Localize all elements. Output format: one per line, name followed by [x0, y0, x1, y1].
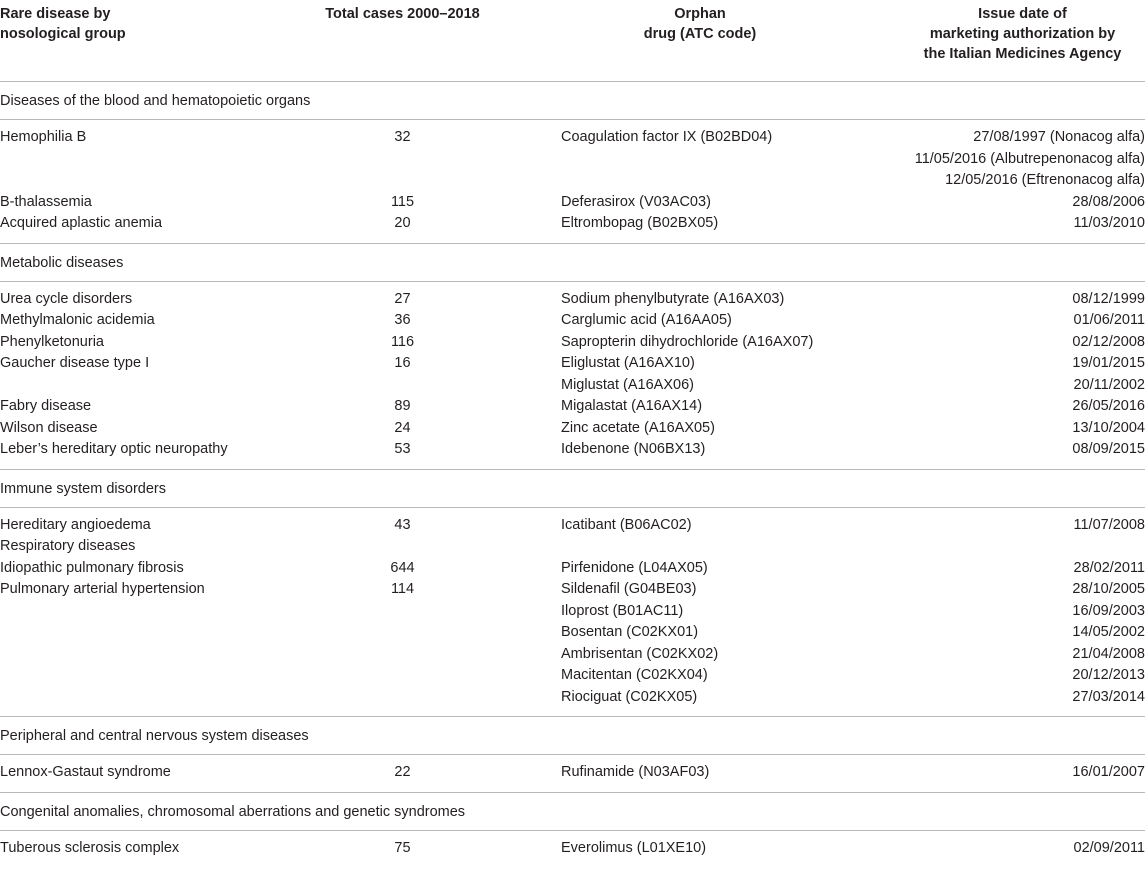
- cell-cases: 16: [394, 355, 411, 371]
- cell-disease: B-thalassemia: [0, 193, 92, 210]
- cell-date: [845, 332, 1145, 354]
- cell-disease: Pulmonary arterial hypertension: [0, 581, 205, 597]
- group-title: Immune system disorders: [0, 480, 166, 497]
- group-heading: [0, 243, 1145, 281]
- table-row: [0, 127, 1145, 192]
- date-line: 08/09/2015: [1072, 441, 1145, 457]
- header-rare-disease: Rare disease by nosological group: [0, 6, 126, 42]
- table-rule: [0, 754, 1145, 755]
- cell-disease: Gaucher disease type I: [0, 355, 150, 371]
- cell-drug: Riociguat (C02KX05): [561, 688, 698, 705]
- date-line: 28/08/2006: [1072, 193, 1145, 210]
- cell-cases: 32: [394, 129, 411, 145]
- cell-drug: Macitentan (C02KX04): [561, 667, 708, 683]
- header-issue-date: Issue date of marketing authorization by the Italian Medicines Agency: [923, 6, 1122, 62]
- cell-disease: Lennox-Gastaut syndrome: [0, 764, 171, 780]
- cell-disease: Hemophilia B: [0, 129, 87, 145]
- cell-drug: Zinc acetate (A16AX05): [561, 419, 715, 436]
- table-rule: [0, 281, 1145, 282]
- date-line: 19/01/2015: [1072, 355, 1145, 371]
- cell-disease: Fabry disease: [0, 398, 92, 414]
- cell-drug: Icatibant (B06AC02): [561, 516, 692, 533]
- cell-disease: Tuberous sclerosis complex: [0, 839, 180, 856]
- cell-disease: Phenylketonuria: [0, 333, 104, 350]
- table-row: [0, 289, 1145, 311]
- cell-disease: Methylmalonic acidemia: [0, 312, 155, 328]
- date-line: 21/04/2008: [1072, 645, 1145, 662]
- table-row: [0, 762, 1145, 784]
- cell-drug: Miglustat (A16AX06): [561, 376, 694, 393]
- table-row: [0, 192, 1145, 214]
- cell-cases: 27: [394, 290, 411, 307]
- date-line: 20/12/2013: [1072, 667, 1145, 683]
- cell-drug: Migalastat (A16AX14): [561, 398, 703, 414]
- cell-date: [845, 687, 1145, 709]
- cell-date: [845, 375, 1145, 397]
- cell-drug: Everolimus (L01XE10): [561, 839, 707, 856]
- date-line: 11/07/2008: [1073, 516, 1145, 533]
- cell-disease: Urea cycle disorders: [0, 290, 133, 307]
- cell-drug: Sodium phenylbutyrate (A16AX03): [561, 290, 785, 307]
- cell-disease: Idiopathic pulmonary fibrosis: [0, 559, 184, 576]
- date-line: 12/05/2016 (Eftrenonacog alfa): [945, 172, 1145, 188]
- cell-drug: Sildenafil (G04BE03): [561, 581, 697, 597]
- date-line: 08/12/1999: [1072, 290, 1145, 307]
- table-row: [0, 439, 1145, 461]
- cell-drug: Deferasirox (V03AC03): [561, 193, 711, 210]
- date-line: 26/05/2016: [1072, 398, 1145, 414]
- cell-date: [845, 418, 1145, 440]
- cell-drug: Sapropterin dihydrochloride (A16AX07): [561, 333, 814, 350]
- cell-cases: 115: [390, 193, 415, 210]
- table-rule: [0, 119, 1145, 120]
- date-line: 11/03/2010: [1073, 215, 1145, 231]
- table-rule: [0, 507, 1145, 508]
- table-row: [0, 213, 1145, 235]
- cell-date: [845, 515, 1145, 537]
- table-row: [0, 601, 1145, 623]
- table-row: [0, 515, 1145, 537]
- table-rule: [0, 830, 1145, 831]
- table-row: [0, 353, 1145, 375]
- date-line: 20/11/2002: [1073, 376, 1145, 393]
- cell-drug: Coagulation factor IX (B02BD04): [561, 129, 773, 145]
- cell-disease: Respiratory diseases: [0, 538, 136, 554]
- cell-cases: 75: [394, 839, 411, 856]
- date-line: 28/10/2005: [1072, 581, 1145, 597]
- table-row: [0, 579, 1145, 601]
- table-row: [0, 665, 1145, 687]
- cell-date: [845, 192, 1145, 214]
- date-line: 11/05/2016 (Albutrepenonacog alfa): [914, 150, 1145, 167]
- table-row: [0, 644, 1145, 666]
- cell-drug: Carglumic acid (A16AA05): [561, 312, 732, 328]
- cell-date: [845, 213, 1145, 235]
- cell-cases: 644: [390, 559, 415, 576]
- cell-date: [845, 622, 1145, 644]
- group-heading: [0, 716, 1145, 754]
- group-title: Peripheral and central nervous system diseases: [0, 728, 309, 744]
- cell-cases: 53: [394, 441, 411, 457]
- table-row: [0, 558, 1145, 580]
- cell-disease: Acquired aplastic anemia: [0, 215, 163, 231]
- group-title: Diseases of the blood and hematopoietic organs: [0, 93, 311, 109]
- cell-date: [845, 127, 1145, 192]
- table-row: [0, 838, 1145, 860]
- cell-date: [845, 396, 1145, 418]
- cell-cases: 24: [394, 419, 411, 436]
- cell-disease: Hereditary angioedema: [0, 516, 151, 533]
- cell-cases: 20: [394, 215, 411, 231]
- cell-date: [845, 579, 1145, 601]
- table-row: [0, 687, 1145, 709]
- cell-drug: Ambrisentan (C02KX02): [561, 645, 719, 662]
- table-row: [0, 332, 1145, 354]
- header-total-cases: Total cases 2000–2018: [325, 6, 480, 22]
- cell-date: [845, 289, 1145, 311]
- group-title: Metabolic diseases: [0, 254, 124, 271]
- group-heading: [0, 469, 1145, 507]
- date-line: 02/09/2011: [1073, 839, 1145, 856]
- table-row: [0, 310, 1145, 332]
- cell-date: [845, 644, 1145, 666]
- cell-disease: Leber’s hereditary optic neuropathy: [0, 441, 228, 457]
- group-heading: [0, 81, 1145, 119]
- cell-drug: Eliglustat (A16AX10): [561, 355, 695, 371]
- cell-cases: 22: [394, 764, 411, 780]
- date-line: 13/10/2004: [1072, 419, 1145, 436]
- cell-drug: Rufinamide (N03AF03): [561, 764, 710, 780]
- date-line: 01/06/2011: [1073, 312, 1145, 328]
- table-row: [0, 375, 1145, 397]
- cell-drug: Idebenone (N06BX13): [561, 441, 706, 457]
- cell-cases: 43: [394, 516, 411, 533]
- cell-cases: 89: [394, 398, 411, 414]
- cell-date: [845, 601, 1145, 623]
- cell-date: [845, 353, 1145, 375]
- cell-date: [845, 310, 1145, 332]
- cell-disease: Wilson disease: [0, 419, 98, 436]
- table-row: [0, 418, 1145, 440]
- cell-drug: Eltrombopag (B02BX05): [561, 215, 719, 231]
- table-row: [0, 396, 1145, 418]
- table-header: [0, 4, 1145, 80]
- cell-date: [845, 838, 1145, 860]
- cell-date: [845, 439, 1145, 461]
- date-line: 02/12/2008: [1072, 333, 1145, 350]
- header-orphan-drug: Orphan drug (ATC code): [643, 6, 757, 42]
- cell-drug: Pirfenidone (L04AX05): [561, 559, 708, 576]
- cell-cases: 36: [394, 312, 411, 328]
- cell-date: [845, 558, 1145, 580]
- table-row: [0, 536, 1145, 558]
- cell-drug: Bosentan (C02KX01): [561, 624, 699, 640]
- table-row: [0, 622, 1145, 644]
- date-line: 27/08/1997 (Nonacog alfa): [973, 129, 1145, 145]
- date-line: 16/09/2003: [1072, 602, 1145, 619]
- group-heading: [0, 792, 1145, 830]
- cell-date: [845, 665, 1145, 687]
- cell-drug: Iloprost (B01AC11): [561, 602, 684, 619]
- date-line: 16/01/2007: [1072, 764, 1145, 780]
- cell-date: [845, 762, 1145, 784]
- date-line: 14/05/2002: [1072, 624, 1145, 640]
- date-line: 28/02/2011: [1073, 559, 1145, 576]
- cell-cases: 116: [390, 333, 415, 350]
- date-line: 27/03/2014: [1072, 688, 1145, 705]
- cell-cases: 114: [390, 581, 415, 597]
- group-title: Congenital anomalies, chromosomal aberrations and genetic syndromes: [0, 803, 466, 820]
